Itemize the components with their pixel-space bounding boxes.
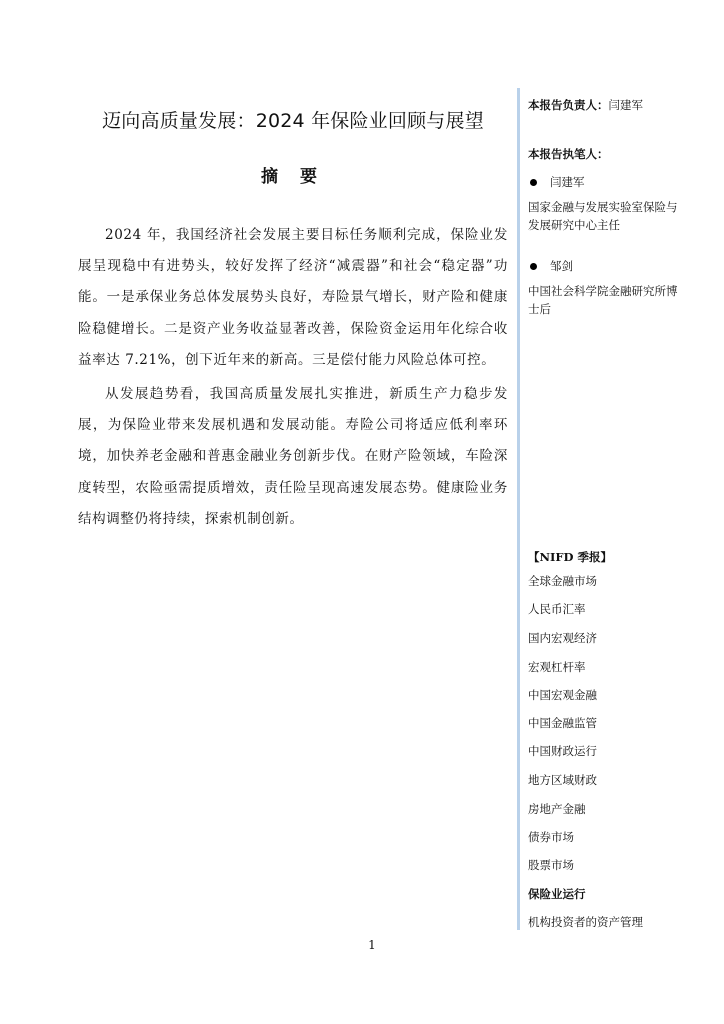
author-affiliation: 中国社会科学院金融研究所博士后 bbox=[528, 284, 678, 316]
nav-item-bond-market[interactable]: 债券市场 bbox=[528, 830, 574, 844]
nav-item-macro-finance[interactable]: 中国宏观金融 bbox=[528, 688, 597, 702]
author-name: 邹剑 bbox=[550, 259, 573, 273]
abstract-paragraph-1: 2024 年，我国经济社会发展主要目标任务顺利完成，保险业发展呈现稳中有进势头，较好发挥了经济“减震器”和社会“稳定器”功能。一是承保业务总体发展势头良好，寿险景气增长，财产险和健康险稳健增长。二是资产业务收益显著改善，保险资金运用年化综合收益率达 7.21%，创下近年来的新高。三是偿付能力风险总体可控。 bbox=[78, 227, 508, 368]
nav-item-institutional-asset-mgmt[interactable]: 机构投资者的资产管理 bbox=[528, 915, 643, 929]
author-entry bbox=[528, 258, 718, 318]
page-number: 1 bbox=[368, 938, 376, 952]
author-entry bbox=[528, 174, 718, 234]
nav-item-fiscal-operation[interactable]: 中国财政运行 bbox=[528, 744, 597, 758]
abstract-heading: 摘 要 bbox=[261, 167, 325, 187]
nav-item-local-fiscal[interactable]: 地方区域财政 bbox=[528, 773, 597, 787]
responsible-label: 本报告负责人： bbox=[528, 98, 609, 112]
nav-item-insurance-operation[interactable]: 保险业运行 bbox=[528, 887, 586, 901]
responsible-person bbox=[528, 97, 718, 113]
nav-item-real-estate-finance[interactable]: 房地产金融 bbox=[528, 802, 586, 816]
author-name: 闫建军 bbox=[550, 175, 585, 189]
author-affiliation: 国家金融与发展实验室保险与发展研究中心主任 bbox=[528, 200, 678, 232]
nifd-header: 【NIFD 季报】 bbox=[528, 550, 613, 564]
nav-item-global-markets[interactable]: 全球金融市场 bbox=[528, 574, 597, 588]
responsible-name: 闫建军 bbox=[608, 98, 643, 112]
nav-item-macro-leverage[interactable]: 宏观杠杆率 bbox=[528, 660, 586, 674]
bullet-icon bbox=[530, 179, 537, 186]
abstract-body bbox=[78, 220, 508, 538]
nav-item-rmb-exchange[interactable]: 人民币汇率 bbox=[528, 602, 586, 616]
report-title: 迈向高质量发展：2024 年保险业回顾与展望 bbox=[102, 110, 484, 132]
nav-item-domestic-macro[interactable]: 国内宏观经济 bbox=[528, 631, 597, 645]
abstract-paragraph-2: 从发展趋势看，我国高质量发展扎实推进，新质生产力稳步发展，为保险业带来发展机遇和发展动能。寿险公司将适应低利率环境，加快养老金融和普惠金融业务创新步伐。在财产险领域，车险深度转型，农险亟需提质增效，责任险呈现高速发展态势。健康险业务结构调整仍将持续，探索机制创新。 bbox=[78, 386, 508, 527]
author-name-row bbox=[528, 174, 718, 190]
bullet-icon bbox=[530, 263, 537, 270]
authors-label: 本报告执笔人： bbox=[528, 147, 609, 161]
nav-item-financial-regulation[interactable]: 中国金融监管 bbox=[528, 716, 597, 730]
sidebar-divider bbox=[517, 88, 520, 930]
nav-item-stock-market[interactable]: 股票市场 bbox=[528, 858, 574, 872]
author-name-row bbox=[528, 258, 718, 274]
